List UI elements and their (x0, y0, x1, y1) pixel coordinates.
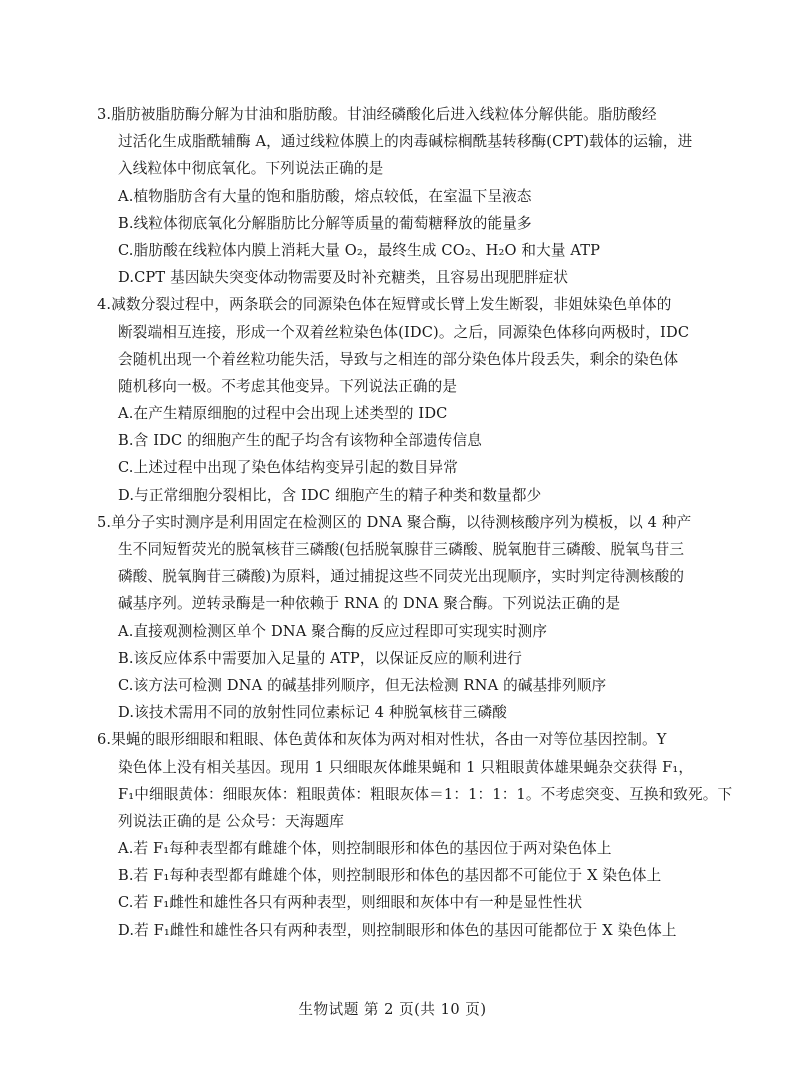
question-stem-line: 4.减数分裂过程中，两条联会的同源染色体在短臂或长臂上发生断裂，非姐妹染色单体的 (97, 296, 672, 314)
option-b: B.含 IDC 的细胞产生的配子均含有该物种全部遗传信息 (118, 432, 482, 450)
option-b: B.线粒体彻底氧化分解脂肪比分解等质量的葡萄糖释放的能量多 (118, 214, 532, 232)
option-c: C.若 F₁雌性和雄性各只有两种表型，则细眼和灰体中有一种是显性性状 (118, 894, 583, 912)
option-d: D.CPT 基因缺失突变体动物需要及时补充糖类，且容易出现肥胖症状 (118, 269, 569, 287)
option-d: D.该技术需用不同的放射性同位素标记 4 种脱氧核苷三磷酸 (118, 704, 507, 722)
option-b: B.若 F₁每种表型都有雌雄个体，则控制眼形和体色的基因都不可能位于 X 染色体上 (118, 867, 662, 885)
option-c: C.脂肪酸在线粒体内膜上消耗大量 O₂，最终生成 CO₂、H₂O 和大量 ATP (118, 241, 601, 259)
question-stem-line: 断裂端相互连接，形成一个双着丝粒染色体(IDC)。之后，同源染色体移向两极时，IDC (118, 323, 690, 341)
question-stem-line: F₁中细眼黄体：细眼灰体：粗眼黄体：粗眼灰体＝1：1：1：1。不考虑突变、互换和致死。下 (118, 785, 733, 803)
option-a: A.直接观测检测区单个 DNA 聚合酶的反应过程即可实现实时测序 (118, 622, 548, 640)
option-a: A.在产生精原细胞的过程中会出现上述类型的 IDC (118, 405, 448, 423)
question-6 (97, 726, 733, 944)
question-stem-line: 过活化生成脂酰辅酶 A，通过线粒体膜上的肉毒碱棕榈酰基转移酶(CPT)载体的运输，进 (118, 133, 693, 151)
question-stem-line: 染色体上没有相关基因。现用 1 只细眼灰体雌果蝇和 1 只粗眼黄体雄果蝇杂交获得 F₁， (118, 758, 694, 776)
question-stem-line: 6.果蝇的眼形细眼和粗眼、体色黄体和灰体为两对相对性状，各由一对等位基因控制。Y (97, 731, 667, 749)
question-list (97, 101, 733, 944)
question-5 (97, 509, 693, 727)
question-3 (97, 101, 693, 291)
question-stem-line: 磷酸、脱氧胸苷三磷酸)为原料，通过捕捉这些不同荧光出现顺序，实时判定待测核酸的 (118, 568, 685, 586)
option-b: B.该反应体系中需要加入足量的 ATP，以保证反应的顺利进行 (118, 649, 523, 667)
option-a: A.植物脂肪含有大量的饱和脂肪酸，熔点较低，在室温下呈液态 (118, 187, 532, 205)
question-stem-line: 随机移向一极。不考虑其他变异。下列说法正确的是 (118, 377, 458, 395)
option-d: D.若 F₁雌性和雄性各只有两种表型，则控制眼形和体色的基因可能都位于 X 染色体上 (118, 921, 677, 939)
question-stem-line: 碱基序列。逆转录酶是一种依赖于 RNA 的 DNA 聚合酶。下列说法正确的是 (118, 595, 621, 613)
option-a: A.若 F₁每种表型都有雌雄个体，则控制眼形和体色的基因位于两对染色体上 (118, 840, 612, 858)
question-stem-line: 会随机出现一个着丝粒功能失活，导致与之相连的部分染色体片段丢失，剩余的染色体 (118, 350, 679, 368)
page-footer: 生物试题 第 2 页(共 10 页) (298, 1001, 487, 1018)
option-c: C.该方法可检测 DNA 的碱基排列顺序，但无法检测 RNA 的碱基排列顺序 (118, 676, 607, 694)
question-stem-line: 入线粒体中彻底氧化。下列说法正确的是 (118, 160, 384, 178)
question-stem-line: 5.单分子实时测序是利用固定在检测区的 DNA 聚合酶，以待测核酸序列为模板，以 4 种产 (97, 513, 692, 531)
question-stem-line: 列说法正确的是 公众号：天海题库 (118, 812, 344, 830)
question-stem-line: 生不同短暂荧光的脱氧核苷三磷酸(包括脱氧腺苷三磷酸、脱氧胞苷三磷酸、脱氧鸟苷三 (118, 541, 685, 558)
option-c: C.上述过程中出现了染色体结构变异引起的数目异常 (118, 459, 458, 477)
question-4 (97, 291, 693, 509)
question-stem-line: 3.脂肪被脂肪酶分解为甘油和脂肪酸。甘油经磷酸化后进入线粒体分解供能。脂肪酸经 (97, 106, 657, 123)
option-d: D.与正常细胞分裂相比，含 IDC 细胞产生的精子种类和数量都少 (118, 486, 542, 504)
